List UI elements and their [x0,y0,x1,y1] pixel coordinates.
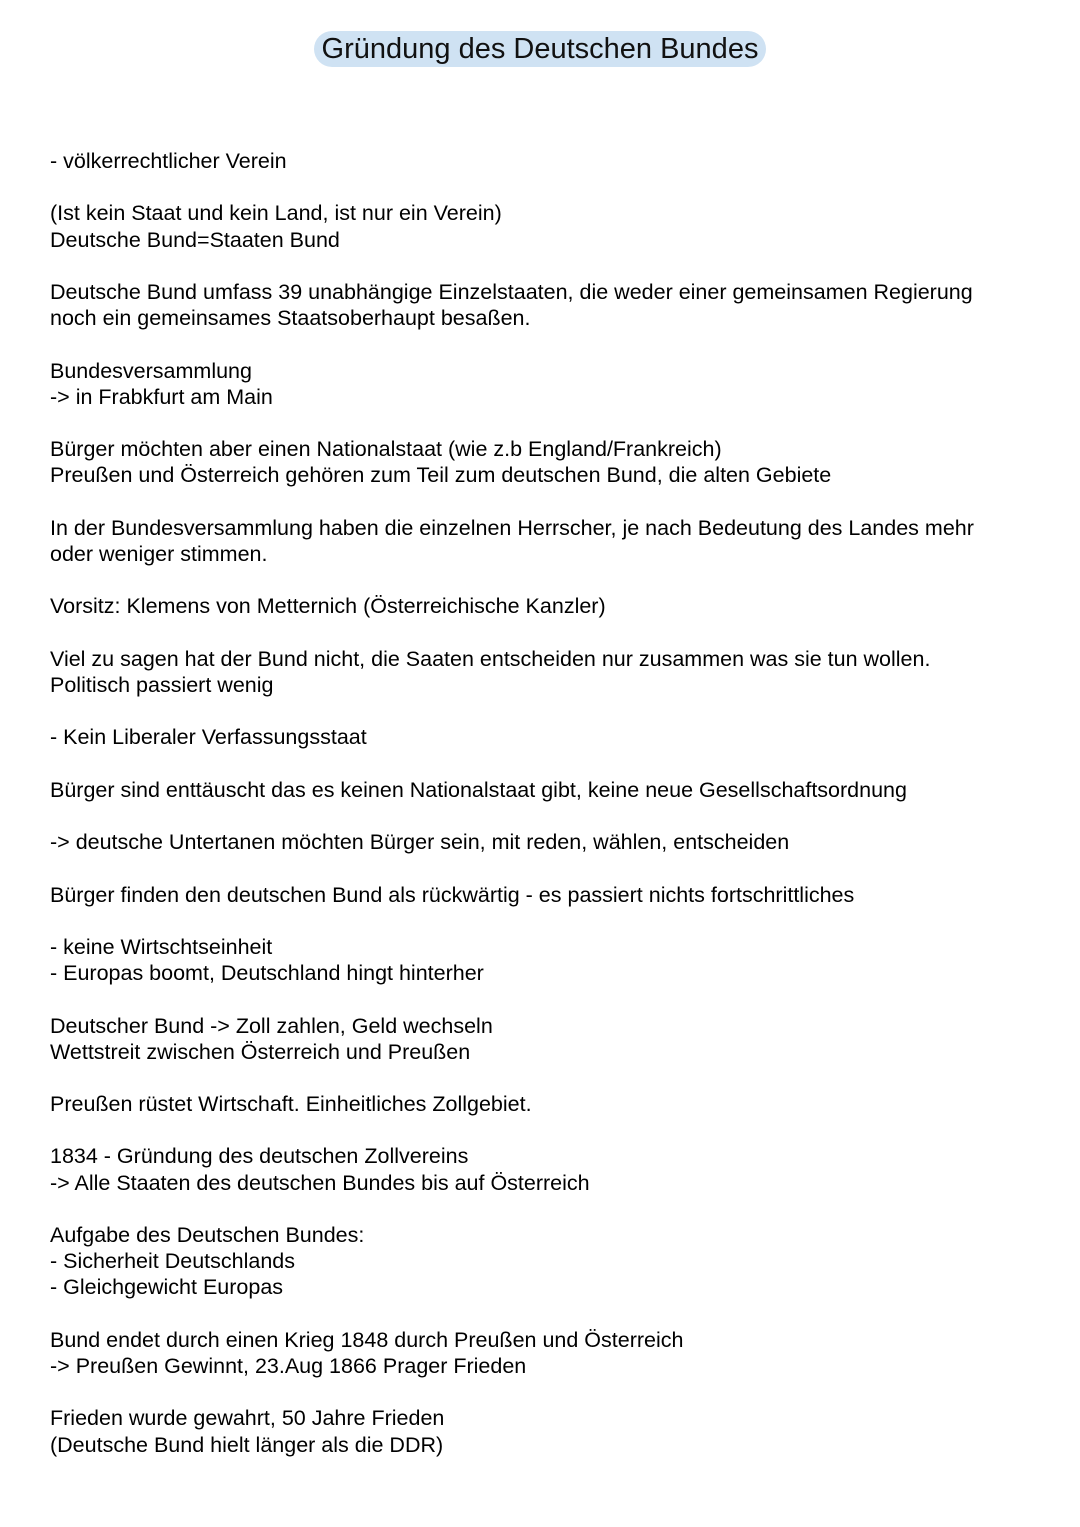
text-line: Preußen und Österreich gehören zum Teil zum deutschen Bund, die alten Gebiete [50,463,832,488]
text-line: Bürger finden den deutschen Bund als rückwärtig - es passiert nichts fortschrittliches [50,882,855,907]
text-line: Viel zu sagen hat der Bund nicht, die Saaten entscheiden nur zusammen was sie tun wollen. [50,646,931,671]
text-line: Bürger möchten aber einen Nationalstaat (wie z.b England/Frankreich) [50,437,722,462]
text-line: -> deutsche Untertanen möchten Bürger sein, mit reden, wählen, entscheiden [50,830,790,855]
text-line: - Europas boomt, Deutschland hingt hinterher [50,961,484,986]
paragraph [50,200,1050,252]
text-line: oder weniger stimmen. [50,541,268,566]
text-line: - Gleichgewicht Europas [50,1275,284,1300]
paragraph [50,882,1050,908]
paragraph [50,934,1050,986]
paragraph [50,358,1050,410]
paragraph [50,1327,1050,1379]
paragraph [50,1013,1050,1065]
text-line: Frieden wurde gewahrt, 50 Jahre Frieden [50,1406,445,1431]
paragraph [50,1405,1050,1457]
paragraph [50,593,1050,619]
paragraph [50,279,1050,331]
text-line: (Ist kein Staat und kein Land, ist nur ein Verein) [50,201,502,226]
text-line: noch ein gemeinsames Staatsoberhaupt besaßen. [50,306,531,331]
paragraph [50,724,1050,750]
text-line: Preußen rüstet Wirtschaft. Einheitliches Zollgebiet. [50,1092,532,1117]
title-container [0,31,1080,67]
text-line: Vorsitz: Klemens von Metternich (Österreichische Kanzler) [50,594,606,619]
text-line: Bund endet durch einen Krieg 1848 durch Preußen und Österreich [50,1327,684,1352]
paragraph [50,1091,1050,1117]
text-line: Deutscher Bund -> Zoll zahlen, Geld wechseln [50,1013,493,1038]
text-line: Wettstreit zwischen Österreich und Preußen [50,1039,471,1064]
paragraph [50,515,1050,567]
text-line: - völkerrechtlicher Verein [50,149,287,173]
page-title: Gründung des Deutschen Bundes [314,31,767,67]
text-line: - Kein Liberaler Verfassungsstaat [50,725,367,750]
text-line: -> Preußen Gewinnt, 23.Aug 1866 Prager Frieden [50,1354,527,1379]
text-line: (Deutsche Bund hielt länger als die DDR) [50,1432,444,1457]
text-line: -> Alle Staaten des deutschen Bundes bis auf Österreich [50,1170,590,1195]
paragraph [50,1143,1050,1195]
paragraph [50,777,1050,803]
text-line: Bürger sind enttäuscht das es keinen Nationalstaat gibt, keine neue Gesellschaftsordnung [50,777,907,802]
text-line: - keine Wirtschtseinheit [50,934,273,959]
text-line: Deutsche Bund umfass 39 unabhängige Einzelstaaten, die weder einer gemeinsamen Regierung [50,279,973,304]
text-line: Politisch passiert wenig [50,672,274,697]
text-line: Aufgabe des Deutschen Bundes: [50,1223,365,1248]
paragraph [50,148,1050,174]
text-line: In der Bundesversammlung haben die einzelnen Herrscher, je nach Bedeutung des Landes mehr [50,515,974,540]
paragraph [50,436,1050,488]
text-line: Bundesversammlung [50,358,252,383]
text-line: - Sicherheit Deutschlands [50,1249,295,1274]
paragraph [50,646,1050,698]
text-line: Deutsche Bund=Staaten Bund [50,227,340,252]
text-line: 1834 - Gründung des deutschen Zollvereins [50,1144,469,1169]
paragraph [50,1222,1050,1301]
paragraph [50,829,1050,855]
document-body [50,148,1050,1484]
text-line: -> in Frabkfurt am Main [50,384,273,409]
